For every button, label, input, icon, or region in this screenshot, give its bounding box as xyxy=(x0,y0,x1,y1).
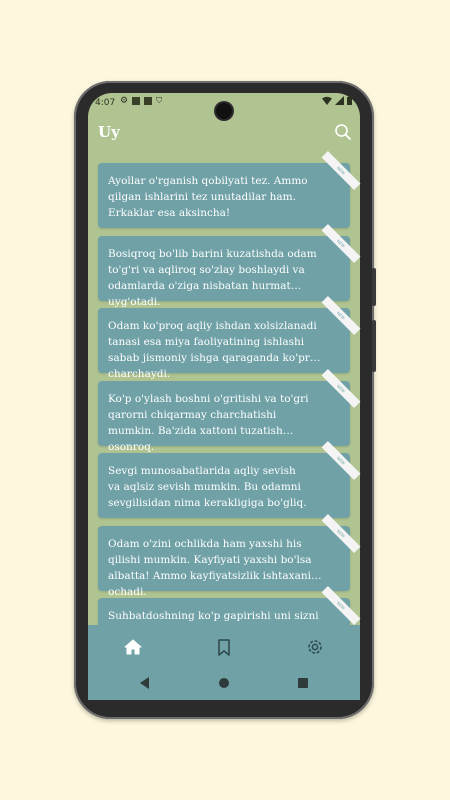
quote-card[interactable] xyxy=(98,236,350,308)
status-bar xyxy=(88,93,360,113)
quote-text: Ayollar o'rganish qobilyati tez. Ammo qilgan ishlarini tez unutadilar ham. Erkaklar esa aksincha! xyxy=(108,175,308,219)
quote-text: Ko'p o'ylash boshni o'gritishi va to'gri qarorni chiqarmay charchatishi mumkin. Ba'zida xattoni tuzatish osonroq. xyxy=(108,393,309,453)
quote-card[interactable] xyxy=(98,308,350,380)
new-ribbon: NEW xyxy=(322,514,361,553)
nav-settings[interactable] xyxy=(304,636,326,658)
front-camera xyxy=(216,103,232,119)
search-icon xyxy=(334,123,352,141)
home-circle-icon[interactable] xyxy=(219,678,229,688)
quote-text: Sevgi munosabatlarida aqliy sevish va aqlsiz sevish mumkin. Bu odamni sevgilisidan nima kerakligiga bo'gliq. xyxy=(108,465,307,509)
new-ribbon: NEW xyxy=(322,586,361,625)
quote-card[interactable] xyxy=(98,453,350,518)
bookmark-icon xyxy=(217,639,231,656)
battery-icon xyxy=(347,96,352,105)
quote-card[interactable] xyxy=(98,381,350,453)
power-button xyxy=(372,268,376,306)
new-ribbon: NEW xyxy=(322,296,361,335)
home-icon xyxy=(124,639,142,655)
quote-card[interactable] xyxy=(98,526,350,598)
new-ribbon: NEW xyxy=(322,224,361,263)
search-button[interactable] xyxy=(334,123,352,141)
recents-icon[interactable] xyxy=(298,678,308,688)
new-ribbon: NEW xyxy=(322,441,361,480)
new-ribbon: NEW xyxy=(322,369,361,408)
quote-text: Bosiqroq bo'lib barini kuzatishda odam to'g'ri va aqliroq so'zlay boshlaydi va odamlarda o'ziga nisbatan hurmat uyg'otadi. xyxy=(108,248,317,308)
status-time: 4:07 xyxy=(95,98,116,108)
page-title: Uy xyxy=(98,123,120,141)
quote-card[interactable] xyxy=(98,163,350,228)
quote-list[interactable] xyxy=(98,163,350,623)
back-icon[interactable] xyxy=(140,677,149,689)
quote-text: Suhbatdoshning ko'p gapirishi uni sizni xyxy=(108,610,319,622)
volume-button xyxy=(372,320,376,372)
shield-icon: ⛉ xyxy=(156,96,163,105)
settings-icon: ⚙ xyxy=(120,96,129,106)
bottom-navigation xyxy=(88,625,360,669)
quote-text: Odam o'zini ochlikda ham yaxshi his qilishi mumkin. Kayfiyati yaxshi bo'lsa albatta! Ammo kayfiyatsizlik ishtaxani ochadi. xyxy=(108,538,312,598)
nav-home[interactable] xyxy=(122,636,144,658)
app-screen xyxy=(88,93,360,700)
nav-bookmarks[interactable] xyxy=(213,636,235,658)
settings-icon xyxy=(306,638,324,656)
new-ribbon: NEW xyxy=(322,151,361,190)
media-icon xyxy=(132,97,140,105)
quote-text: Odam ko'proq aqliy ishdan xolsizlanadi tanasi esa miya faoliyatining ishlashi sabab jismoniy ishga qaraganda ko'proq charchaydi. xyxy=(108,320,323,380)
clapper-icon xyxy=(144,97,152,105)
wifi-icon xyxy=(322,96,332,105)
system-navigation xyxy=(88,669,360,700)
signal-icon xyxy=(335,96,344,105)
